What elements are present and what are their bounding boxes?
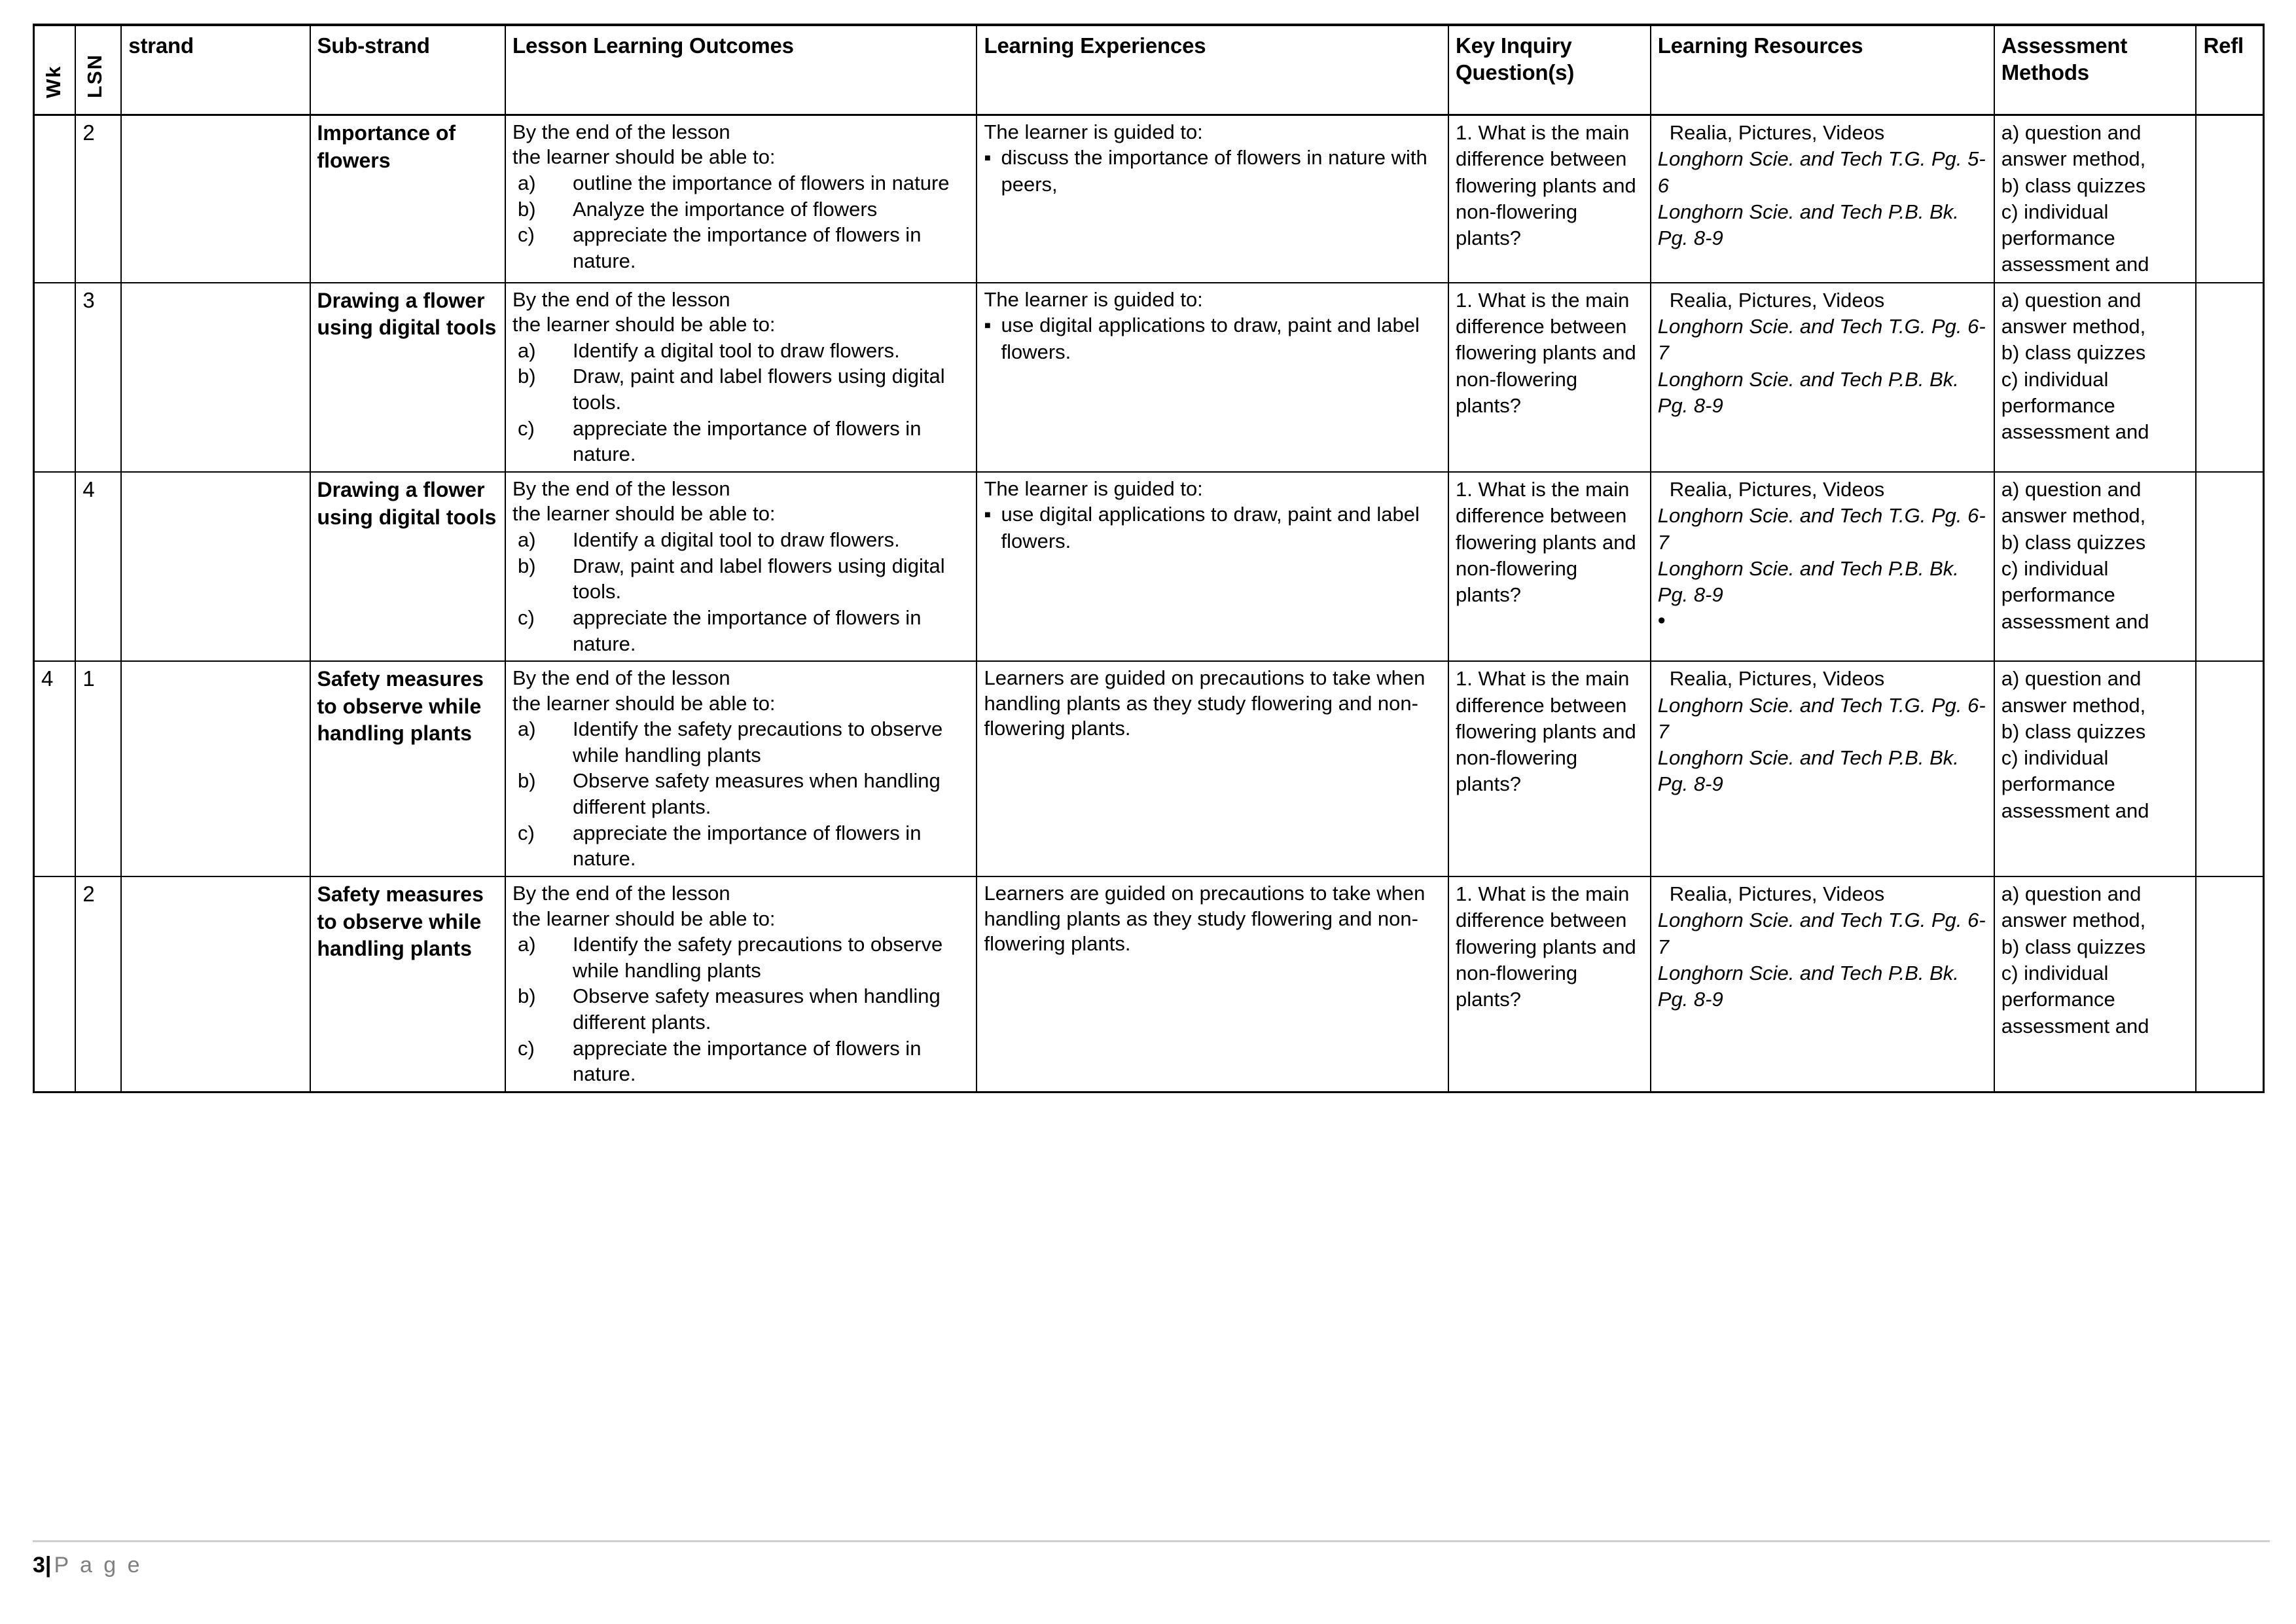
table-row [34,661,2264,876]
outcome-item [512,222,971,274]
scheme-of-work-table [33,24,2265,1093]
cell-refl [2196,283,2263,472]
column-header-lesson-learning-outcomes: Lesson Learning Outcomes [505,25,977,115]
key-inquiry-text: 1. What is the main difference between flowering plants and non-flowering plants? [1455,121,1636,250]
cell-wk [34,115,76,283]
assessment-method-item: a) question and answer method, [2001,667,2146,717]
footer-page-number: 3 [33,1553,45,1578]
cell-sub-strand [310,283,505,472]
outcomes-lead-line-1: By the end of the lesson [512,666,730,690]
outcome-item [512,931,971,983]
outcome-marker: b) [517,984,536,1008]
resources-book-reference: Longhorn Scie. and Tech T.G. Pg. 5-6 [1657,147,1986,197]
cell-wk: 4 [34,661,76,876]
cell-wk [34,472,76,661]
cell-refl [2196,115,2263,283]
cell-lesson-learning-outcomes [505,472,977,661]
cell-refl [2196,472,2263,661]
footer-page-label [33,1553,2270,1578]
cell-strand [121,661,310,876]
round-bullet-icon: • [1657,607,1666,633]
outcome-marker: a) [517,933,536,956]
cell-refl [2196,661,2263,876]
experiences-list [984,312,1443,365]
outcome-text: appreciate the importance of flowers in nature. [572,821,922,871]
resources-book-reference: Longhorn Scie. and Tech P.B. Bk. Pg. 8-9 [1657,962,1959,1011]
outcome-marker: c) [517,223,535,247]
outcome-item [512,768,971,820]
cell-strand [121,115,310,283]
column-header-wk-label: Wk [42,65,65,98]
cell-assessment-methods [1994,283,2197,472]
resources-book-reference: Longhorn Scie. and Tech T.G. Pg. 6-7 [1657,504,1986,554]
outcome-item [512,338,971,364]
outcome-item [512,196,971,223]
outcome-text: Identify the safety precautions to observe while handling plants [572,717,943,767]
cell-lesson-learning-outcomes [505,876,977,1092]
cell-learning-resources [1651,283,1994,472]
resources-book-reference: Longhorn Scie. and Tech T.G. Pg. 6-7 [1657,315,1986,365]
outcome-item [512,170,971,196]
cell-key-inquiry-question [1448,283,1651,472]
outcome-text: Draw, paint and label flowers using digital tools. [572,365,945,414]
cell-assessment-methods [1994,472,2197,661]
outcome-item [512,820,971,872]
sub-strand-label: Safety measures to observe while handling plants [317,667,484,746]
outcome-item [512,1036,971,1087]
outcome-marker: a) [517,171,536,194]
resources-book-reference: Longhorn Scie. and Tech P.B. Bk. Pg. 8-9 [1657,746,1959,796]
outcome-item [512,527,971,553]
outcome-text: Draw, paint and label flowers using digital tools. [572,554,945,604]
outcome-text: outline the importance of flowers in nature [572,171,950,194]
assessment-method-item: b) class quizzes [2001,173,2146,197]
square-bullet-icon: ▪ [984,146,992,170]
cell-assessment-methods [1994,661,2197,876]
outcome-marker: c) [517,605,535,629]
assessment-method-item: c) individual performance assessment and [2001,746,2149,822]
assessment-method-item: b) class quizzes [2001,935,2146,958]
resources-book-reference: Longhorn Scie. and Tech P.B. Bk. Pg. 8-9 [1657,200,1959,250]
experience-item [984,501,1443,554]
experience-item [984,145,1443,198]
column-header-assessment-methods: Assessment Methods [1994,25,2197,115]
sub-strand-label: Drawing a flower using digital tools [317,478,497,529]
experience-text: use digital applications to draw, paint and label flowers. [1001,503,1420,552]
cell-key-inquiry-question [1448,876,1651,1092]
table-row [34,876,2264,1092]
page-footer [33,1540,2270,1578]
outcome-text: Identify a digital tool to draw flowers. [572,528,900,551]
cell-sub-strand [310,115,505,283]
cell-strand [121,283,310,472]
assessment-method-item: a) question and answer method, [2001,288,2146,338]
cell-strand [121,472,310,661]
experiences-paragraph: Learners are guided on precautions to take when handling plants as they study flowering and non-flowering plants. [984,882,1426,956]
column-header-key-inquiry-questions: Key Inquiry Question(s) [1448,25,1651,115]
experiences-lead: The learner is guided to: [984,477,1203,501]
footer-page-word: P a g e [54,1553,143,1578]
cell-sub-strand [310,661,505,876]
outcomes-lead-line-1: By the end of the lesson [512,287,730,311]
experience-text: discuss the importance of flowers in nature with peers, [1001,146,1427,196]
table-row [34,472,2264,661]
resources-book-reference: Longhorn Scie. and Tech T.G. Pg. 6-7 [1657,693,1986,743]
outcome-text: Identify a digital tool to draw flowers. [572,338,900,362]
experience-item [984,312,1443,365]
key-inquiry-text: 1. What is the main difference between flowering plants and non-flowering plants? [1455,288,1636,417]
sub-strand-label: Safety measures to observe while handling plants [317,882,484,961]
cell-refl [2196,876,2263,1092]
outcome-item [512,416,971,467]
footer-separator: | [45,1553,54,1578]
assessment-method-item: a) question and answer method, [2001,882,2146,932]
sub-strand-label: Importance of flowers [317,121,456,172]
outcome-marker: c) [517,821,535,844]
column-header-strand: strand [121,25,310,115]
assessment-method-item: b) class quizzes [2001,719,2146,743]
cell-lsn: 3 [75,283,121,472]
outcome-marker: a) [517,717,536,741]
cell-strand [121,876,310,1092]
experiences-list [984,501,1443,554]
column-header-sub-strand: Sub-strand [310,25,505,115]
cell-lsn: 4 [75,472,121,661]
outcome-item [512,983,971,1035]
table-row [34,115,2264,283]
outcomes-lead-line-1: By the end of the lesson [512,120,730,143]
cell-assessment-methods [1994,876,2197,1092]
column-header-learning-experiences: Learning Experiences [977,25,1448,115]
outcomes-lead-line-1: By the end of the lesson [512,477,730,501]
outcome-text: appreciate the importance of flowers in nature. [572,223,922,272]
cell-lesson-learning-outcomes [505,661,977,876]
assessment-method-item: c) individual performance assessment and [2001,962,2149,1038]
column-header-learning-resources: Learning Resources [1651,25,1994,115]
outcome-text: appreciate the importance of flowers in nature. [572,416,922,466]
outcome-marker: c) [517,416,535,440]
experiences-list [984,145,1443,198]
cell-sub-strand [310,876,505,1092]
outcomes-lead-line-2: the learner should be able to: [512,145,776,169]
outcome-marker: b) [517,554,536,577]
outcomes-lead-line-1: By the end of the lesson [512,882,730,905]
key-inquiry-text: 1. What is the main difference between flowering plants and non-flowering plants? [1455,882,1636,1011]
column-header-wk [34,25,76,115]
outcome-marker: b) [517,769,536,793]
outcome-text: Observe safety measures when handling different plants. [572,984,941,1034]
column-header-lsn [75,25,121,115]
cell-key-inquiry-question [1448,472,1651,661]
resources-realia-text: Realia, Pictures, Videos [1669,667,1885,691]
table-row [34,283,2264,472]
outcome-text: Analyze the importance of flowers [572,197,878,221]
cell-key-inquiry-question [1448,661,1651,876]
assessment-method-item: c) individual performance assessment and [2001,556,2149,633]
cell-learning-experiences [977,283,1448,472]
outcomes-lead-line-2: the learner should be able to: [512,691,776,715]
outcomes-list [512,931,971,1087]
outcome-marker: b) [517,365,536,388]
outcome-marker: a) [517,528,536,551]
assessment-method-item: c) individual performance assessment and [2001,200,2149,276]
cell-learning-resources [1651,876,1994,1092]
outcomes-lead-line-2: the learner should be able to: [512,313,776,336]
outcome-marker: a) [517,338,536,362]
outcome-text: appreciate the importance of flowers in nature. [572,1036,922,1086]
cell-lesson-learning-outcomes [505,283,977,472]
footer-divider [33,1540,2270,1542]
table-body [34,115,2264,1092]
outcomes-lead-line-2: the learner should be able to: [512,907,776,930]
outcome-item [512,363,971,415]
outcomes-list [512,716,971,872]
outcome-text: Observe safety measures when handling different plants. [572,769,941,819]
column-header-lsn-label: LSN [83,54,107,98]
experiences-lead: The learner is guided to: [984,120,1203,143]
cell-learning-experiences [977,472,1448,661]
experience-text: use digital applications to draw, paint and label flowers. [1001,314,1420,363]
outcomes-lead-line-2: the learner should be able to: [512,502,776,526]
key-inquiry-text: 1. What is the main difference between flowering plants and non-flowering plants? [1455,667,1636,796]
key-inquiry-text: 1. What is the main difference between flowering plants and non-flowering plants? [1455,478,1636,607]
outcome-item [512,716,971,768]
assessment-method-item: b) class quizzes [2001,530,2146,554]
outcome-marker: b) [517,197,536,221]
cell-key-inquiry-question [1448,115,1651,283]
cell-lesson-learning-outcomes [505,115,977,283]
resources-realia-text: Realia, Pictures, Videos [1669,121,1885,144]
cell-learning-resources [1651,661,1994,876]
square-bullet-icon: ▪ [984,314,992,337]
assessment-method-item: a) question and answer method, [2001,121,2146,171]
experiences-paragraph: Learners are guided on precautions to take when handling plants as they study flowering and non-flowering plants. [984,666,1426,740]
outcomes-list [512,170,971,274]
cell-learning-experiences [977,115,1448,283]
resources-realia-text: Realia, Pictures, Videos [1669,882,1885,906]
assessment-method-item: a) question and answer method, [2001,478,2146,528]
resources-realia-text: Realia, Pictures, Videos [1669,288,1885,312]
cell-sub-strand [310,472,505,661]
outcomes-list [512,527,971,657]
experiences-lead: The learner is guided to: [984,287,1203,311]
sub-strand-label: Drawing a flower using digital tools [317,288,497,340]
cell-learning-experiences [977,661,1448,876]
resources-book-reference: Longhorn Scie. and Tech T.G. Pg. 6-7 [1657,909,1986,958]
cell-lsn: 1 [75,661,121,876]
cell-learning-experiences [977,876,1448,1092]
outcomes-list [512,338,971,467]
cell-wk [34,876,76,1092]
column-header-refl: Refl [2196,25,2263,115]
cell-wk [34,283,76,472]
resources-book-reference: Longhorn Scie. and Tech P.B. Bk. Pg. 8-9 [1657,367,1959,417]
square-bullet-icon: ▪ [984,503,992,526]
cell-lsn: 2 [75,876,121,1092]
cell-lsn: 2 [75,115,121,283]
cell-assessment-methods [1994,115,2197,283]
assessment-method-item: b) class quizzes [2001,341,2146,365]
table-header [34,25,2264,115]
cell-learning-resources [1651,115,1994,283]
outcome-item [512,605,971,657]
outcome-item [512,553,971,605]
assessment-method-item: c) individual performance assessment and [2001,367,2149,444]
outcome-marker: c) [517,1036,535,1060]
outcome-text: appreciate the importance of flowers in nature. [572,605,922,655]
resources-realia-text: Realia, Pictures, Videos [1669,478,1885,501]
cell-learning-resources [1651,472,1994,661]
resources-book-reference: Longhorn Scie. and Tech P.B. Bk. Pg. 8-9 [1657,556,1959,607]
outcome-text: Identify the safety precautions to observe while handling plants [572,933,943,982]
